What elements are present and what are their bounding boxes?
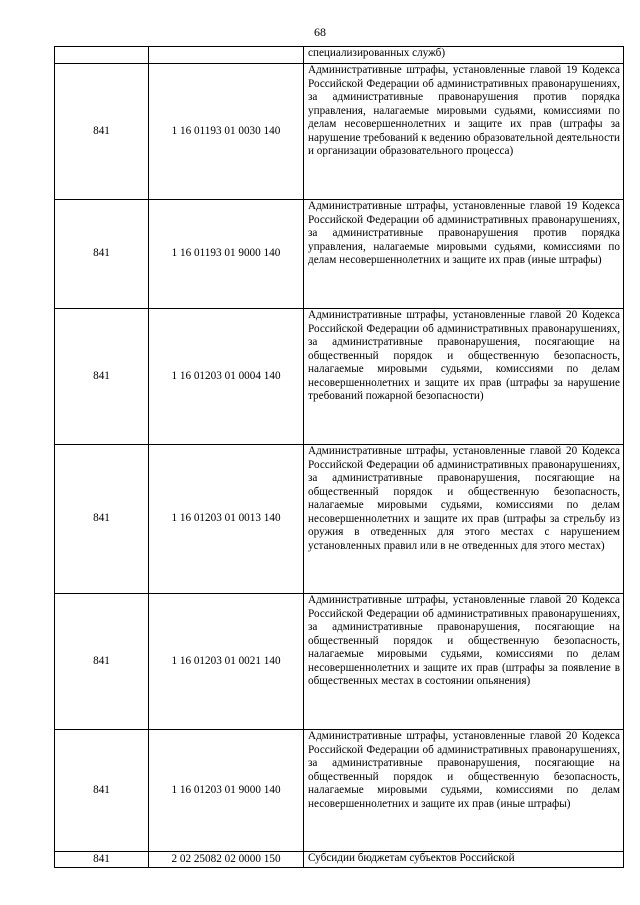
page-number: 68	[314, 25, 326, 39]
table-row	[55, 445, 624, 594]
description-cell: Административные штрафы, установленные главой 19 Кодекса Российской Федерации об административных правонарушениях, за административные правонарушения против порядка управления, налагаемые мировыми судьями, комиссиями по делам несовершеннолетних и защите их прав (иные штрафы)	[304, 200, 624, 309]
description-cell: Субсидии бюджетам субъектов Российской	[304, 852, 624, 868]
kbk-cell: 1 16 01193 01 9000 140	[149, 200, 304, 309]
description-cell: Административные штрафы, установленные главой 19 Кодекса Российской Федерации об административных правонарушениях, за административные правонарушения против порядка управления, налагаемые мировыми судьями, комиссиями по делам несовершеннолетних и защите их прав (штрафы за нарушение требований к ведению образовательной деятельности и организации образовательного процесса)	[304, 64, 624, 200]
admin-code-cell: 841	[55, 730, 149, 852]
admin-code-cell: 841	[55, 200, 149, 309]
kbk-cell: 1 16 01203 01 0004 140	[149, 309, 304, 445]
kbk-cell: 1 16 01203 01 0013 140	[149, 445, 304, 594]
admin-code-cell: 841	[55, 594, 149, 730]
description-cell: Административные штрафы, установленные главой 20 Кодекса Российской Федерации об административных правонарушениях, за административные правонарушения, посягающие на общественный порядок и общественную безопасность, налагаемые мировыми судьями, комиссиями по делам несовершеннолетних и защите их прав (штрафы за появление в общественных местах в состоянии опьянения)	[304, 594, 624, 730]
kbk-cell: 1 16 01203 01 0021 140	[149, 594, 304, 730]
admin-code-cell: 841	[55, 64, 149, 200]
table-row	[55, 309, 624, 445]
kbk-cell: 1 16 01203 01 9000 140	[149, 730, 304, 852]
description-cell: Административные штрафы, установленные главой 20 Кодекса Российской Федерации об административных правонарушениях, за административные правонарушения, посягающие на общественный порядок и общественную безопасность, налагаемые мировыми судьями, комиссиями по делам несовершеннолетних и защите их прав (штрафы за стрельбу из оружия в отведенных для этого местах с нарушением установленных правил или в не отведенных для этого местах)	[304, 445, 624, 594]
table-row	[55, 852, 624, 868]
admin-code-cell: 841	[55, 445, 149, 594]
admin-code-cell	[55, 47, 149, 64]
table-row	[55, 47, 624, 64]
table-row	[55, 594, 624, 730]
kbk-cell: 2 02 25082 02 0000 150	[149, 852, 304, 868]
admin-code-cell: 841	[55, 309, 149, 445]
table-row	[55, 64, 624, 200]
kbk-cell: 1 16 01193 01 0030 140	[149, 64, 304, 200]
kbk-cell	[149, 47, 304, 64]
admin-code-cell: 841	[55, 852, 149, 868]
description-cell: специализированных служб)	[304, 47, 624, 64]
revenue-classification-table	[54, 46, 624, 868]
description-cell: Административные штрафы, установленные главой 20 Кодекса Российской Федерации об административных правонарушениях, за административные правонарушения, посягающие на общественный порядок и общественную безопасность, налагаемые мировыми судьями, комиссиями по делам несовершеннолетних и защите их прав (штрафы за нарушение требований пожарной безопасности)	[304, 309, 624, 445]
table-row	[55, 200, 624, 309]
table-row	[55, 730, 624, 852]
description-cell: Административные штрафы, установленные главой 20 Кодекса Российской Федерации об административных правонарушениях, за административные правонарушения, посягающие на общественный порядок и общественную безопасность, налагаемые мировыми судьями, комиссиями по делам несовершеннолетних и защите их прав (иные штрафы)	[304, 730, 624, 852]
